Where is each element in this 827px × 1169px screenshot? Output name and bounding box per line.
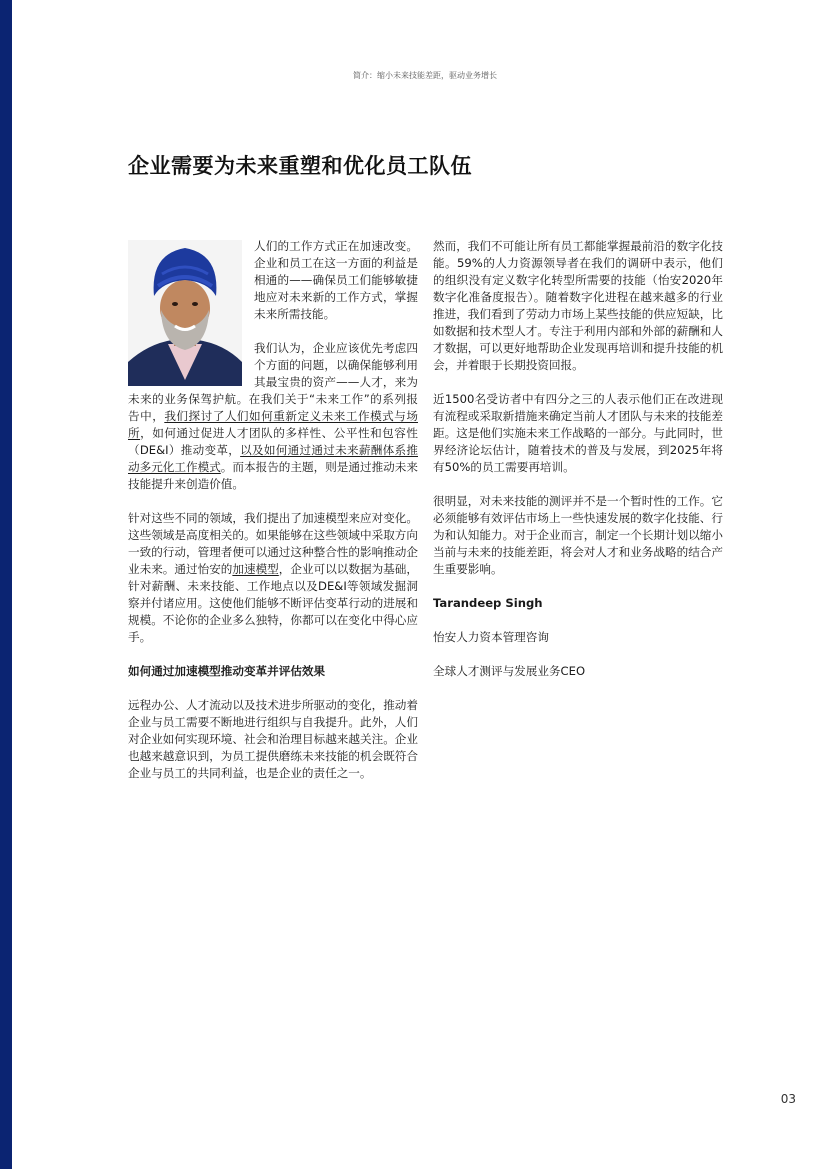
page-number: 03 [780, 1092, 796, 1106]
portrait-illustration [128, 240, 242, 386]
intro-paragraph: 人们的工作方式正在加速改变。企业和员工在这一方面的利益是相通的——确保员工们能够敏捷地应对未来新的工作方式，掌握未来所需技能。 [254, 239, 418, 321]
future-work-models-link[interactable]: 我们探讨了人们如何重新定义未来工作模式与场所 [128, 409, 418, 440]
future-rewards-link[interactable]: 以及如何通过通过未来薪酬体系推动多元化工作模式 [128, 443, 418, 474]
digital-skills-paragraph: 然而，我们不可能让所有员工都能掌握最前沿的数字化技能。59%的人力资源领导者在我们的调研中表示，他们的组织没有定义数字化转型所需要的技能（怡安2020年数字化准备度报告）。随着数字化进程在越来越多的行业推进，我们看到了劳动力市场上某些技能的供应短缺，比如数据和技术型人才。专注于利用内部和外部的薪酬和人才数据，可以更好地帮助企业发现再培训和提升技能的机会，并着眼于长期投资回报。 [433, 239, 723, 372]
assessment-paragraph: 很明显，对未来技能的测评并不是一个暂时性的工作。它必须能够有效评估市场上一些快速发展的数字化技能、行为和认知能力。对于企业而言，制定一个长期计划以缩小当前与未来的技能差距，将会对人才和业务战略的结合产生重要影响。 [433, 494, 723, 576]
portrait-photo [128, 240, 242, 386]
right-column [433, 238, 723, 697]
signature-org: 怡安人力资本管理咨询 [433, 630, 549, 644]
survey-paragraph: 近1500名受访者中有四分之三的人表示他们正在改进现有流程或采取新措施来确定当前人才团队与未来的技能差距。这是他们实施未来工作战略的一部分。与此同时，世界经济论坛估计，随着技术的普及与发展，到2025年将有50%的员工需要再培训。 [433, 392, 723, 474]
changes-paragraph: 远程办公、人才流动以及技术进步所驱动的变化，推动着企业与员工需要不断地进行组织与自我提升。此外，人们对企业如何实现环境、社会和治理目标越来越关注。企业也越来越意识到，为员工提供磨练未来技能的机会既符合企业与员工的共同利益，也是企业的责任之一。 [128, 698, 418, 780]
acceleration-text-a: 针对这些不同的领域，我们提出了加速模型来应对变化。这些领域是高度相关的。如果能够在这些领域中采取方向一致的行动，管理者便可以通过这种整合性的影响推动企业未来。通过怡安的 [128, 511, 418, 576]
running-header: 简介：缩小未来技能差距，驱动业务增长 [353, 71, 497, 80]
acceleration-text-b: ，企业可以以数据为基础，针对薪酬、未来技能、工作地点以及DE&I等领域发掘洞察并付诸应用。这使他们能够不断评估变革行动的进展和规模。不论你的企业多么独特，你都可以在变化中得心应手。 [128, 562, 418, 644]
acceleration-paragraph [128, 510, 418, 646]
signature-name: Tarandeep Singh [433, 596, 543, 610]
left-column [128, 238, 418, 799]
priorities-text-a: 我们认为，企业应该优先考虑四个方面的问题，以确保能够利用其最宝贵的资产——人才，来为未来的业务保驾护航。在我们关于“未来工作”的系列报告中， [128, 341, 418, 423]
section-subheading: 如何通过加速模型推动变革并评估效果 [128, 664, 326, 678]
priorities-text-b: ，如何通过促进人才团队的多样性、公平性和包容性（DE&I）推动变革， [128, 426, 418, 457]
left-accent-bar [0, 0, 12, 1169]
signature-block [433, 595, 723, 680]
priorities-text-c: 。而本报告的主题，则是通过推动未来技能提升来创造价值。 [128, 460, 418, 491]
signature-role: 全球人才测评与发展业务CEO [433, 664, 586, 678]
page-title: 企业需要为未来重塑和优化员工队伍 [128, 154, 472, 178]
acceleration-model-link[interactable]: 加速模型 [232, 562, 279, 576]
